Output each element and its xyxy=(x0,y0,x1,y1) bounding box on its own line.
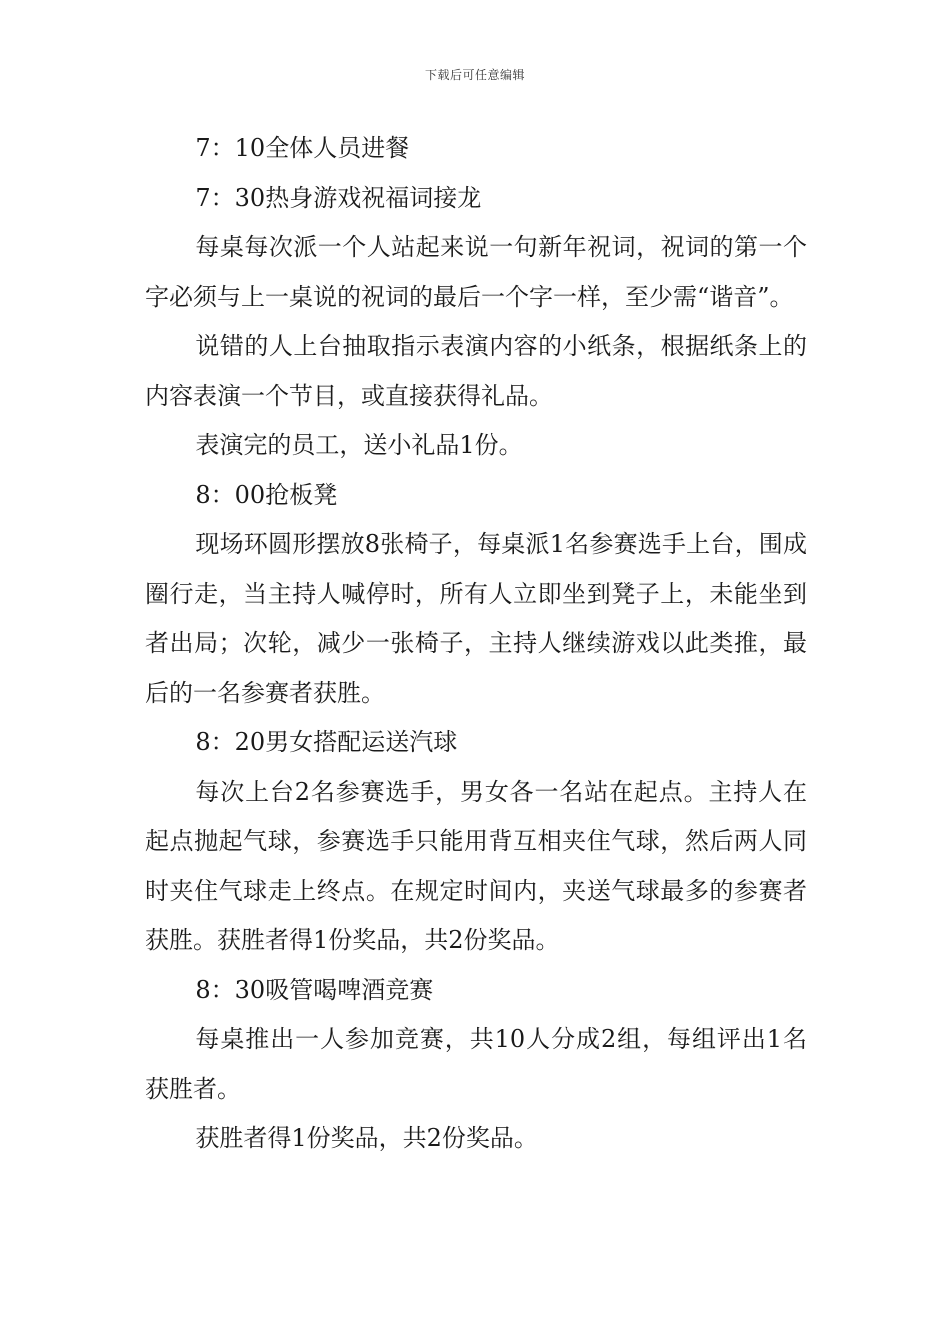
paragraph-musical-chairs-rules: 现场环圆形摆放8张椅子，每桌派1名参赛选手上台，围成圈行走，当主持人喊停时，所有人立即坐到凳子上，未能坐到者出局；次轮，减少一张椅子，主持人继续游戏以此类推，最后的一名参赛者获胜。 xyxy=(145,530,807,707)
paragraph-game-rules: 每桌每次派一个人站起来说一句新年祝词，祝词的第一个字必须与上一桌说的祝词的最后一个字一样，至少需“谐音”。 xyxy=(145,233,807,311)
document-body xyxy=(145,124,807,1164)
paragraph-beer-contest-prize: 获胜者得1份奖品，共2份奖品。 xyxy=(195,1124,538,1152)
schedule-item-balloon-relay: 8：20男女搭配运送汽球 xyxy=(195,728,458,756)
schedule-item-dinner: 7：10全体人员进餐 xyxy=(195,134,410,162)
schedule-item-warmup-game: 7：30热身游戏祝福词接龙 xyxy=(195,183,482,212)
paragraph-gift: 表演完的员工，送小礼品1份。 xyxy=(195,431,523,459)
schedule-item-musical-chairs: 8：00抢板凳 xyxy=(195,480,338,509)
schedule-item-beer-contest: 8：30吸管喝啤酒竞赛 xyxy=(195,975,434,1004)
paragraph-beer-contest-rules: 每桌推出一人参加竞赛，共10人分成2组，每组评出1名获胜者。 xyxy=(145,1025,807,1103)
paragraph-penalty: 说错的人上台抽取指示表演内容的小纸条，根据纸条上的内容表演一个节目，或直接获得礼品。 xyxy=(145,332,807,410)
paragraph-balloon-relay-rules: 每次上台2名参赛选手，男女各一名站在起点。主持人在起点抛起气球，参赛选手只能用背互相夹住气球，然后两人同时夹住气球走上终点。在规定时间内，夹送气球最多的参赛者获胜。获胜者得1份奖品，共2份奖品。 xyxy=(145,777,807,954)
page-header: 下载后可任意编辑 xyxy=(424,68,525,82)
